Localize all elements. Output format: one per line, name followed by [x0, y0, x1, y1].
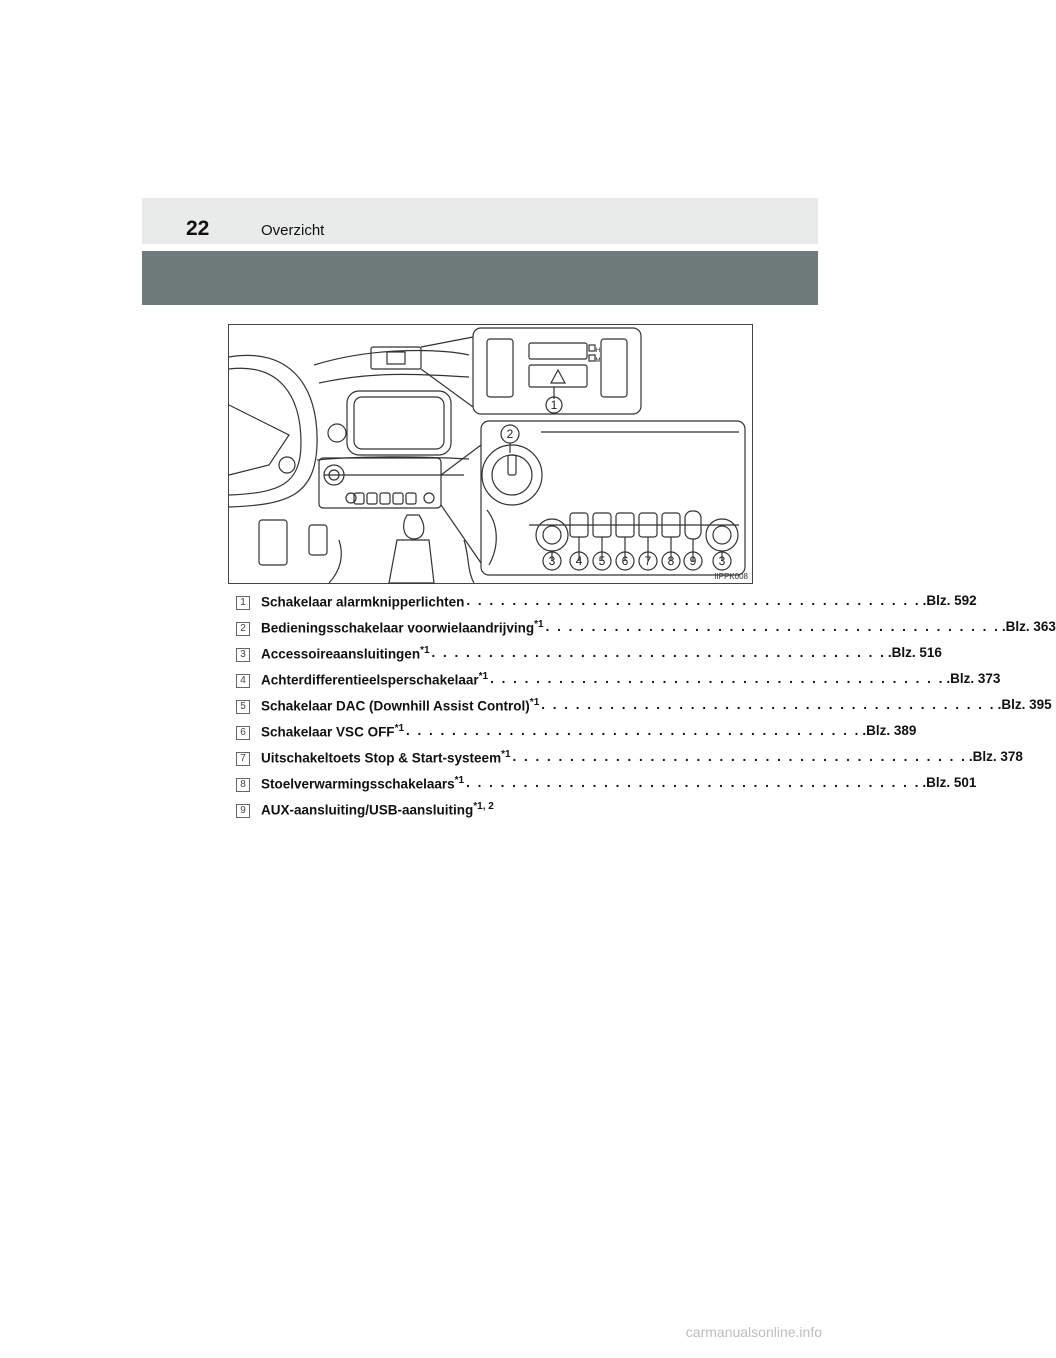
- item-label: Schakelaar VSC OFF$^{*1}$: [261, 723, 405, 740]
- item-label: Accessoireaansluitingen$^{*1}$: [261, 645, 430, 662]
- callout-1: 1: [550, 398, 558, 412]
- dot-leader: . . . . . . . . . . . . . . . . . . . . . . . . . . . . . . . . . . . . . . . .: [466, 775, 921, 790]
- page-reference[interactable]: .Blz. 501: [922, 775, 977, 790]
- callout-3-right: 3: [718, 554, 726, 568]
- accessory-socket-left: [536, 519, 568, 551]
- list-item: [236, 645, 942, 671]
- list-item: [236, 775, 977, 801]
- figure-code: IIPPK008: [714, 572, 748, 581]
- dot-leader: . . . . . . . . . . . . . . . . . . . . . . . . . . . . . . . . . . . . . . . .: [406, 723, 861, 738]
- panel-label-m: M: [595, 358, 601, 364]
- item-number: 6: [236, 726, 250, 740]
- page-reference[interactable]: .Blz. 516: [887, 645, 942, 660]
- item-number: 9: [236, 804, 250, 818]
- item-label: Achterdifferentieelsperschakelaar$^{*1}$: [261, 671, 489, 688]
- page-reference[interactable]: .Blz. 395: [997, 697, 1052, 712]
- callout-6: 6: [621, 554, 629, 568]
- callout-3-left: 3: [548, 554, 556, 568]
- title-band: [142, 251, 818, 305]
- item-number: 8: [236, 778, 250, 792]
- item-label: Bedieningsschakelaar voorwielaandrijving$^{*1}$: [261, 619, 544, 636]
- item-label: Schakelaar alarmknipperlichten: [261, 594, 465, 610]
- dot-leader: . . . . . . . . . . . . . . . . . . . . . . . . . . . . . . . . . . . . . . . .: [545, 619, 1000, 634]
- dot-leader: . . . . . . . . . . . . . . . . . . . . . . . . . . . . . . . . . . . . . . . .: [490, 671, 945, 686]
- callout-8: 8: [667, 554, 675, 568]
- footer-watermark: carmanualsonline.info: [685, 1324, 822, 1340]
- page-number: 22: [186, 217, 210, 240]
- header-bar: [142, 198, 818, 244]
- item-number: 4: [236, 674, 250, 688]
- dashboard-illustration: [228, 324, 753, 584]
- list-item: [236, 749, 1023, 775]
- item-label: Stoelverwarmingsschakelaars$^{*1}$: [261, 775, 465, 792]
- page-reference[interactable]: .Blz. 389: [862, 723, 917, 738]
- item-number: 5: [236, 700, 250, 714]
- list-item: [236, 593, 977, 619]
- list-item: [236, 671, 1001, 697]
- page-reference[interactable]: .Blz. 373: [946, 671, 1001, 686]
- item-number: 3: [236, 648, 250, 662]
- item-label: Schakelaar DAC (Downhill Assist Control)$^{*1}$: [261, 697, 540, 714]
- callout-5: 5: [598, 554, 606, 568]
- callout-9: 9: [689, 554, 697, 568]
- item-number: 7: [236, 752, 250, 766]
- section-title: Overzicht: [261, 222, 325, 239]
- dot-leader: . . . . . . . . . . . . . . . . . . . . . . . . . . . . . . . . . . . . . . . .: [431, 645, 886, 660]
- item-label: AUX-aansluiting/USB-aansluiting$^{*1, 2}$: [261, 801, 494, 818]
- item-label: Uitschakeltoets Stop & Start-systeem$^{*1}$: [261, 749, 511, 766]
- hazard-icon: [551, 370, 565, 383]
- page-reference[interactable]: .Blz. 592: [922, 593, 977, 608]
- inset-switch-panel: [481, 421, 745, 575]
- display-screen: [354, 397, 444, 449]
- callout-7: 7: [644, 554, 652, 568]
- page-reference[interactable]: .Blz. 363: [1001, 619, 1056, 634]
- item-list: [236, 593, 1056, 827]
- steering-wheel-rim: [229, 355, 317, 507]
- list-item: [236, 697, 1052, 723]
- page-reference[interactable]: .Blz. 378: [968, 749, 1023, 764]
- dot-leader: . . . . . . . . . . . . . . . . . . . . . . . . . . . . . . . . . . . . . . . .: [512, 749, 967, 764]
- dot-leader: . . . . . . . . . . . . . . . . . . . . . . . . . . . . . . . . . . . . . . . .: [466, 593, 921, 608]
- accessory-socket-right: [706, 519, 738, 551]
- callout-2: 2: [506, 427, 514, 441]
- list-item: [236, 619, 1056, 645]
- callout-4: 4: [575, 554, 583, 568]
- dot-leader: . . . . . . . . . . . . . . . . . . . . . . . . . . . . . . . . . . . . . . . .: [541, 697, 996, 712]
- dashboard-drawing: [229, 325, 752, 583]
- list-item: [236, 801, 722, 827]
- gear-lever: [404, 515, 424, 539]
- item-number: 1: [236, 596, 250, 610]
- list-item: [236, 723, 917, 749]
- panel-label-h: H: [595, 348, 601, 354]
- item-number: 2: [236, 622, 250, 636]
